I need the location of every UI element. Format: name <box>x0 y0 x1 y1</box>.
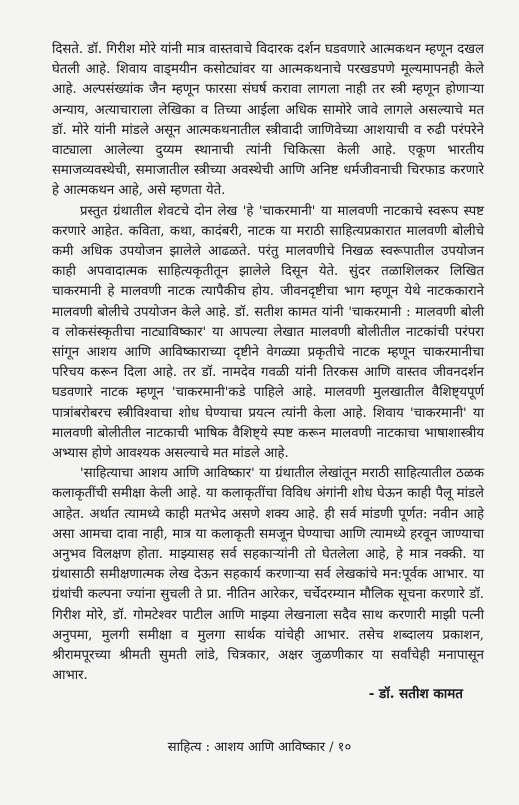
paragraph-1: दिसते. डॉ. गिरीश मोरे यांनी मात्र वास्तवाचे विदारक दर्शन घडवणारे आत्मकथन म्हणून दखल घेतली आहे. शिवाय वाड्मयीन कसोट्यांवर या आत्मकथनाचे परखडपणे मूल्यमापनही केले आहे. अल्पसंख्यांक जैन म्हणून फारसा संघर्ष करावा लागला नाही तर स्त्री म्हणून होणाऱ्या अन्याय, अत्याचाराला लेखिका व तिच्या आईला अधिक सामोरे जावे लागले असल्याचे मत डॉ. मोरे यांनी मांडले असून आत्मकथनातील स्त्रीवादी जाणिवेच्या आशयाची व रुढी परंपरेने वाट्याला आलेल्या दुय्यम स्थानाची त्यांनी चिकित्सा केली आहे. एकूण भारतीय समाजव्यवस्थेची, समाजातील स्त्रीच्या अवस्थेची आणि अनिष्ट धर्मजीवनाची चिरफाड करणारे हे आत्मकथन आहे, असे म्हणता येते. <box>52 42 484 199</box>
author-signature: - डॉ. सतीश कामत <box>368 686 463 702</box>
paragraph-3: 'साहित्याचा आशय आणि आविष्कार' या ग्रंथातील लेखांतून मराठी साहित्यातील ठळक कलाकृतींची समीक्षा केली आहे. या कलाकृतींचा विविध अंगांनी शोध घेऊन काही पैलू मांडले आहेत. अर्थात त्यामध्ये काही मतभेद असणे शक्य आहे. ही सर्व मांडणी पूर्णत: नवीन आहे असा आमचा दावा नाही, मात्र या कलाकृती समजून घेण्याचा आणि त्यामध्ये हरवून जाण्याचा अनुभव विलक्षण होता. माझ्यासह सर्व सहकाऱ्यांनी तो घेतलेला आहे, हे मात्र नक्की. या ग्रंथासाठी समीक्षणात्मक लेख देऊन सहकार्य करणाऱ्या सर्व लेखकांचे मन:पूर्वक आभार. या ग्रंथांची कल्पना ज्यांना सुचली ते प्रा. नीतिन आरेकर, चर्चेदरम्यान मौलिक सूचना करणारे डॉ. गिरीश मोरे, डॉ. गोमटेश्वर पाटील आणि माझ्या लेखनाला सदैव साथ करणारी माझी पत्नी अनुपमा, मुलगी समीक्षा व मुलगा सार्थक यांचेही आभार. तसेच शब्दालय प्रकाशन, श्रीरामपूरच्या श्रीमती सुमती लांडे, चित्रकार, अक्षर जुळणीकार या सर्वांचेही मनापासून आभार. <box>52 466 484 684</box>
paragraph-2: प्रस्तुत ग्रंथातील शेवटचे दोन लेख 'हे 'चाकरमानी' या मालवणी नाटकाचे स्वरूप स्पष्ट करणारे आहेत. कविता, कथा, कादंबरी, नाटक या मराठी साहित्यप्रकारात मालवणी बोलीचे कमी अधिक उपयोजन झालेले आढळते. परंतु मालवणीचे निखळ स्वरूपातील उपयोजन काही अपवादात्मक साहित्यकृतीतून झालेले दिसून येते. सुंदर तळाशिलकर लिखित चाकरमानी हे मालवणी नाटक त्यापैकीच होय. जीवनदृष्टीचा भाग म्हणून येथे नाटककाराने मालवणी बोलीचे उपयोजन केले आहे. डॉ. सतीश कामत यांनी 'चाकरमानी : मालवणी बोली व लोकसंस्कृतीचा नाट्याविष्कार' या आपल्या लेखात मालवणी बोलीतील नाटकांची परंपरा सांगून आशय आणि आविष्काराच्या दृष्टीने वेगळ्या प्रकृतीचे नाटक म्हणून चाकरमानीचा परिचय करून दिला आहे. तर डॉ. नामदेव गवळी यांनी तिरकस आणि वास्तव जीवनदर्शन घडवणारे नाटक म्हणून 'चाकरमानी'कडे पाहिले आहे. मालवणी मुलखातील वैशिष्ट्यपूर्ण पात्रांबरोबरच स्त्रीविश्वाचा शोध घेण्याचा प्रयत्न त्यांनी केला आहे. शिवाय 'चाकरमानी' या मालवणी बोलीतील नाटकाची भाषिक वैशिष्ट्ये स्पष्ट करून मालवणी नाटकाचा भाषाशास्त्रीय अभ्यास होणे आवश्यक असल्याचे मत मांडले आहे. <box>52 203 484 462</box>
page-footer: साहित्य : आशय आणि आविष्कार / १० <box>167 740 352 755</box>
body-text <box>52 40 484 687</box>
